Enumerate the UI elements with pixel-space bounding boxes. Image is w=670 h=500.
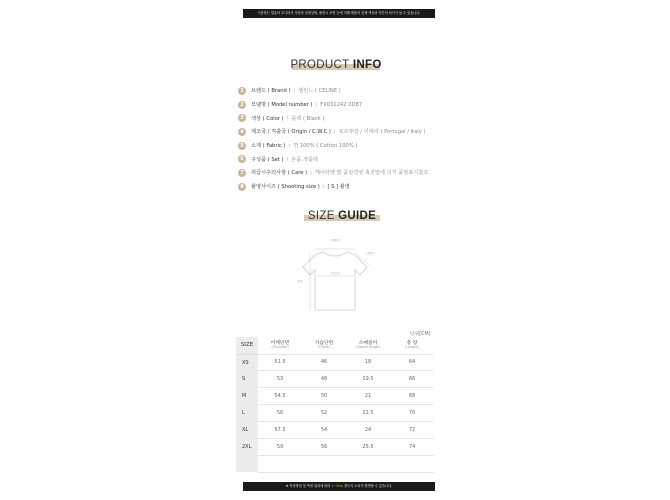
info-number-badge: 7 [238,169,246,177]
table-cell [302,455,346,472]
table-cell: 74 [390,438,434,455]
shoulder-column-header [258,337,302,354]
product-info-title-light: PRODUCT [290,59,350,71]
size-row-label [236,455,258,472]
info-item-color [238,111,498,125]
sleeve-column-header [346,337,390,354]
info-item-origin [238,125,498,139]
info-number-badge: 1 [238,87,246,95]
info-label: 구성품 ( Set ) [251,156,284,163]
info-separator: : [288,142,291,149]
column-header-ko: 소매길이 [358,340,378,346]
info-separator: : [322,183,325,190]
table-cell: 56 [302,438,346,455]
table-cell [258,455,302,472]
table-cell: 72 [390,422,434,439]
table-cell: 25.5 [346,438,390,455]
info-number-badge: 5 [238,142,246,150]
size-row-label: S [236,371,258,388]
table-cell: 22.5 [346,405,390,422]
table-cell: 46 [302,354,346,371]
info-item-care [238,166,498,180]
sleeve-measure-label: 소매길이 [365,252,375,255]
table-cell: 48 [302,371,346,388]
table-row [236,371,434,388]
info-value: 셀린느 ( CELINE ) [298,88,341,95]
info-item-fabric [238,139,498,153]
column-header-ko: 가슴단면 [314,340,334,346]
size-column-header: SIZE [236,337,258,354]
table-row [236,422,434,439]
size-row-label: XL [236,422,258,439]
table-row-empty [236,455,434,472]
table-cell: 66 [390,371,434,388]
info-separator: : [333,128,336,135]
table-cell [390,455,434,472]
info-label: 촬영사이즈 ( Shooting size ) [251,184,320,191]
info-value: 블랙 ( Black ) [291,115,325,122]
top-notice-banner: 이용하는 컴퓨터 모니터의 사양과 설정상태, 촬영시 조명 등에 의해 제품의 실제 색상과 약간의 차이가 날 수 있습니다. [243,9,435,18]
table-cell: 19.5 [346,371,390,388]
table-cell: 18 [346,354,390,371]
chest-measure-label: 가슴단면 [330,272,340,275]
table-cell [346,455,390,472]
table-cell: 24 [346,422,390,439]
info-label: 모델명 ( Model number ) [251,102,313,109]
column-header-en: (Shoulder) [271,345,289,350]
info-number-badge: 3 [238,114,246,122]
table-cell: 56 [258,405,302,422]
size-guide-title [304,209,380,223]
table-cell: 54 [302,422,346,439]
table-row [236,388,434,405]
table-row [236,354,434,371]
table-cell: 52 [302,405,346,422]
info-value: 포르투갈 / 이태리 ( Portugal / Italy ) [338,129,426,136]
info-separator: : [315,101,318,108]
table-cell: 59 [258,438,302,455]
info-number-badge: 6 [238,155,246,163]
column-header-ko: 총 장 [406,340,418,346]
bottom-notice-banner [243,482,435,491]
table-row [236,438,434,455]
info-number-badge: 2 [238,101,246,109]
length-measure-label: 총장 [297,280,303,283]
info-separator: : [293,87,296,94]
table-cell: 50 [302,388,346,405]
tshirt-measurement-diagram [293,236,377,320]
info-label: 취급시주의사항 ( Care ) [251,170,308,177]
size-row-label: XS [236,354,258,371]
bottom-notice-text: ※ 측정방법 및 측정 위치에 따라 1~3cm 정도의 오차가 발생할 수 있습니다. [285,484,393,488]
info-item-set [238,152,498,166]
info-number-badge: 4 [238,128,246,136]
size-table [236,337,434,473]
info-separator: : [286,115,289,122]
size-table-header-row [236,337,434,354]
table-cell: 51.5 [258,354,302,371]
table-cell: 53 [258,371,302,388]
column-header-en: (Chest) [317,345,330,350]
info-label: 브랜드 ( Brand ) [251,88,291,95]
info-label: 제조국 / 직출국 ( Origin / C.W.C ) [251,129,331,136]
column-header-en: (Sleeve length) [355,345,381,350]
size-row-label: 2XL [236,438,258,455]
product-info-title [292,58,380,72]
size-guide-title-light: SIZE [307,210,335,222]
tshirt-outline [303,252,367,310]
shoulder-measure-label: 어깨단면 [330,239,340,242]
size-guide-title-bold: GUIDE [338,210,377,222]
info-value: FX031242 0D87 [320,101,363,108]
size-row-label: L [236,405,258,422]
info-number-badge: 8 [238,183,246,191]
info-separator: : [286,156,289,163]
column-header-ko: 어깨단면 [270,340,290,346]
bottom-notice-highlight: 1~3cm [331,484,344,488]
info-label: 색상 ( Color ) [251,115,284,122]
column-header-en: (Length) [405,345,419,350]
info-value: 본품,정품택 [291,156,319,163]
size-row-label: M [236,388,258,405]
table-cell: 70 [390,405,434,422]
table-cell: 57.5 [258,422,302,439]
table-cell: 64 [390,354,434,371]
info-value: 케어라벨 및 품질경영 촉진법에 의거 품질표시참조 [314,170,429,177]
info-value: [ S ] 촬영 [327,184,350,191]
table-cell: 68 [390,388,434,405]
info-label: 소재 ( Fabric ) [251,143,286,150]
info-value: 면 100% ( Cotton 100% ) [293,143,358,150]
info-item-shooting-size [238,180,498,194]
info-item-model [238,98,498,112]
info-separator: : [310,169,312,176]
unit-label: 단위[CM] [410,332,431,337]
table-cell: 21 [346,388,390,405]
product-info-list [238,84,498,194]
chest-column-header [302,337,346,354]
length-column-header [390,337,434,354]
table-row [236,405,434,422]
product-info-title-bold: INFO [352,59,382,71]
table-cell: 54.5 [258,388,302,405]
info-item-brand [238,84,498,98]
